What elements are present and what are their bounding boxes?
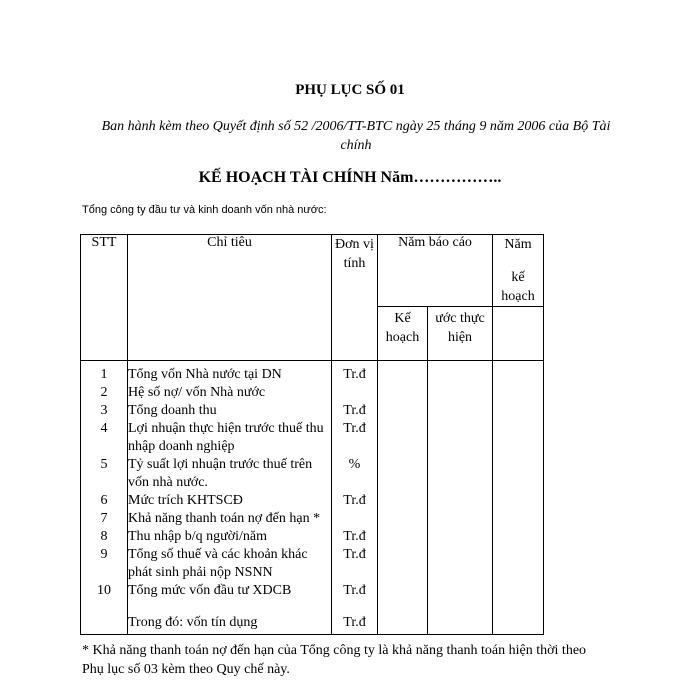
row-plan-year-value [493, 614, 544, 635]
table-row [81, 528, 544, 546]
table-row [81, 402, 544, 420]
row-number: 4 [81, 420, 128, 456]
row-indicator: Thu nhập b/q người/năm [128, 528, 332, 546]
row-plan-value [378, 402, 428, 420]
row-number: 1 [81, 361, 128, 385]
row-plan-year-value [493, 456, 544, 492]
row-plan-value [378, 384, 428, 402]
row-unit: Tr.đ [332, 420, 378, 456]
table-row [81, 510, 544, 528]
corporation-line: Tổng công ty đầu tư và kinh doanh vốn nhà nước: [82, 204, 327, 216]
row-plan-value [378, 510, 428, 528]
table-row [81, 384, 544, 402]
row-number: 6 [81, 492, 128, 510]
row-unit: Tr.đ [332, 361, 378, 385]
row-indicator: Tỷ suất lợi nhuận trước thuế trên vốn nhà nước. [128, 456, 332, 492]
row-unit: Tr.đ [332, 546, 378, 582]
row-number: 7 [81, 510, 128, 528]
row-indicator: Tổng số thuế và các khoản khác phát sinh phải nộp NSNN [128, 546, 332, 582]
row-plan-year-value [493, 384, 544, 402]
row-number: 5 [81, 456, 128, 492]
row-plan-year-value [493, 361, 544, 385]
header-unit: Đơn vị tính [332, 235, 378, 361]
row-estimate-value [428, 546, 493, 582]
row-indicator: Tổng mức vốn đầu tư XDCB [128, 582, 332, 600]
row-plan-value [378, 528, 428, 546]
row-estimate-value [428, 384, 493, 402]
row-plan-year-value [493, 402, 544, 420]
financial-plan-table [80, 234, 544, 635]
row-plan-year-value [493, 582, 544, 600]
row-unit [332, 510, 378, 528]
row-plan-value [378, 492, 428, 510]
row-estimate-value [428, 361, 493, 385]
row-estimate-value [428, 528, 493, 546]
header-plan-year-line1: Năm [504, 237, 532, 252]
row-estimate-value [428, 456, 493, 492]
row-estimate-value [428, 420, 493, 456]
row-unit: % [332, 456, 378, 492]
row-number: 9 [81, 546, 128, 582]
row-number [81, 614, 128, 635]
row-plan-value [378, 420, 428, 456]
header-indicator: Chỉ tiêu [128, 235, 332, 361]
header-plan-year-blank [493, 307, 544, 361]
header-estimate: ước thực hiện [428, 307, 493, 361]
header-stt: STT [81, 235, 128, 361]
row-plan-value [378, 614, 428, 635]
row-plan-year-value [493, 546, 544, 582]
row-plan-year-value [493, 492, 544, 510]
table-row [81, 361, 544, 385]
row-number: 2 [81, 384, 128, 402]
row-indicator: Mức trích KHTSCĐ [128, 492, 332, 510]
row-plan-value [378, 456, 428, 492]
row-indicator: Khả năng thanh toán nợ đến hạn * [128, 510, 332, 528]
row-unit [332, 384, 378, 402]
row-number: 10 [81, 582, 128, 600]
row-plan-year-value [493, 510, 544, 528]
appendix-title: PHỤ LỤC SỐ 01 [295, 82, 405, 98]
row-plan-value [378, 546, 428, 582]
row-plan-year-value [493, 420, 544, 456]
header-report-year: Năm báo cáo [378, 235, 493, 307]
table-row [81, 546, 544, 582]
table-row [81, 614, 544, 635]
row-unit: Tr.đ [332, 614, 378, 635]
row-plan-value [378, 582, 428, 600]
row-indicator: Lợi nhuận thực hiện trước thuế thu nhập doanh nghiệp [128, 420, 332, 456]
row-unit: Tr.đ [332, 402, 378, 420]
table-row [81, 420, 544, 456]
row-estimate-value [428, 614, 493, 635]
plan-title: KẾ HOẠCH TÀI CHÍNH Năm…………….. [198, 169, 502, 186]
row-estimate-value [428, 510, 493, 528]
row-indicator: Tổng doanh thu [128, 402, 332, 420]
row-estimate-value [428, 492, 493, 510]
row-indicator: Hệ số nợ/ vốn Nhà nước [128, 384, 332, 402]
row-plan-value [378, 361, 428, 385]
row-number: 8 [81, 528, 128, 546]
row-unit: Tr.đ [332, 528, 378, 546]
header-plan-year-line2: kế hoạch [501, 270, 535, 304]
spacer-row [81, 600, 544, 614]
decree-reference: Ban hành kèm theo Quyết định số 52 /2006/TT-BTC ngày 25 tháng 9 năm 2006 của Bộ Tài chính [101, 119, 611, 153]
row-estimate-value [428, 402, 493, 420]
row-plan-year-value [493, 528, 544, 546]
table-row [81, 492, 544, 510]
row-unit: Tr.đ [332, 582, 378, 600]
row-number: 3 [81, 402, 128, 420]
table-row [81, 582, 544, 600]
header-plan: Kế hoạch [378, 307, 428, 361]
row-estimate-value [428, 582, 493, 600]
row-indicator: Tổng vốn Nhà nước tại DN [128, 361, 332, 385]
header-plan-year [493, 235, 544, 307]
table-row [81, 456, 544, 492]
table-body [81, 361, 544, 635]
row-indicator: Trong đó: vốn tín dụng [128, 614, 332, 635]
footnote: * Khả năng thanh toán nợ đến hạn của Tổng công ty là khả năng thanh toán hiện thời theo Phụ lục số 03 kèm theo Quy chế này. [82, 643, 587, 677]
row-unit: Tr.đ [332, 492, 378, 510]
